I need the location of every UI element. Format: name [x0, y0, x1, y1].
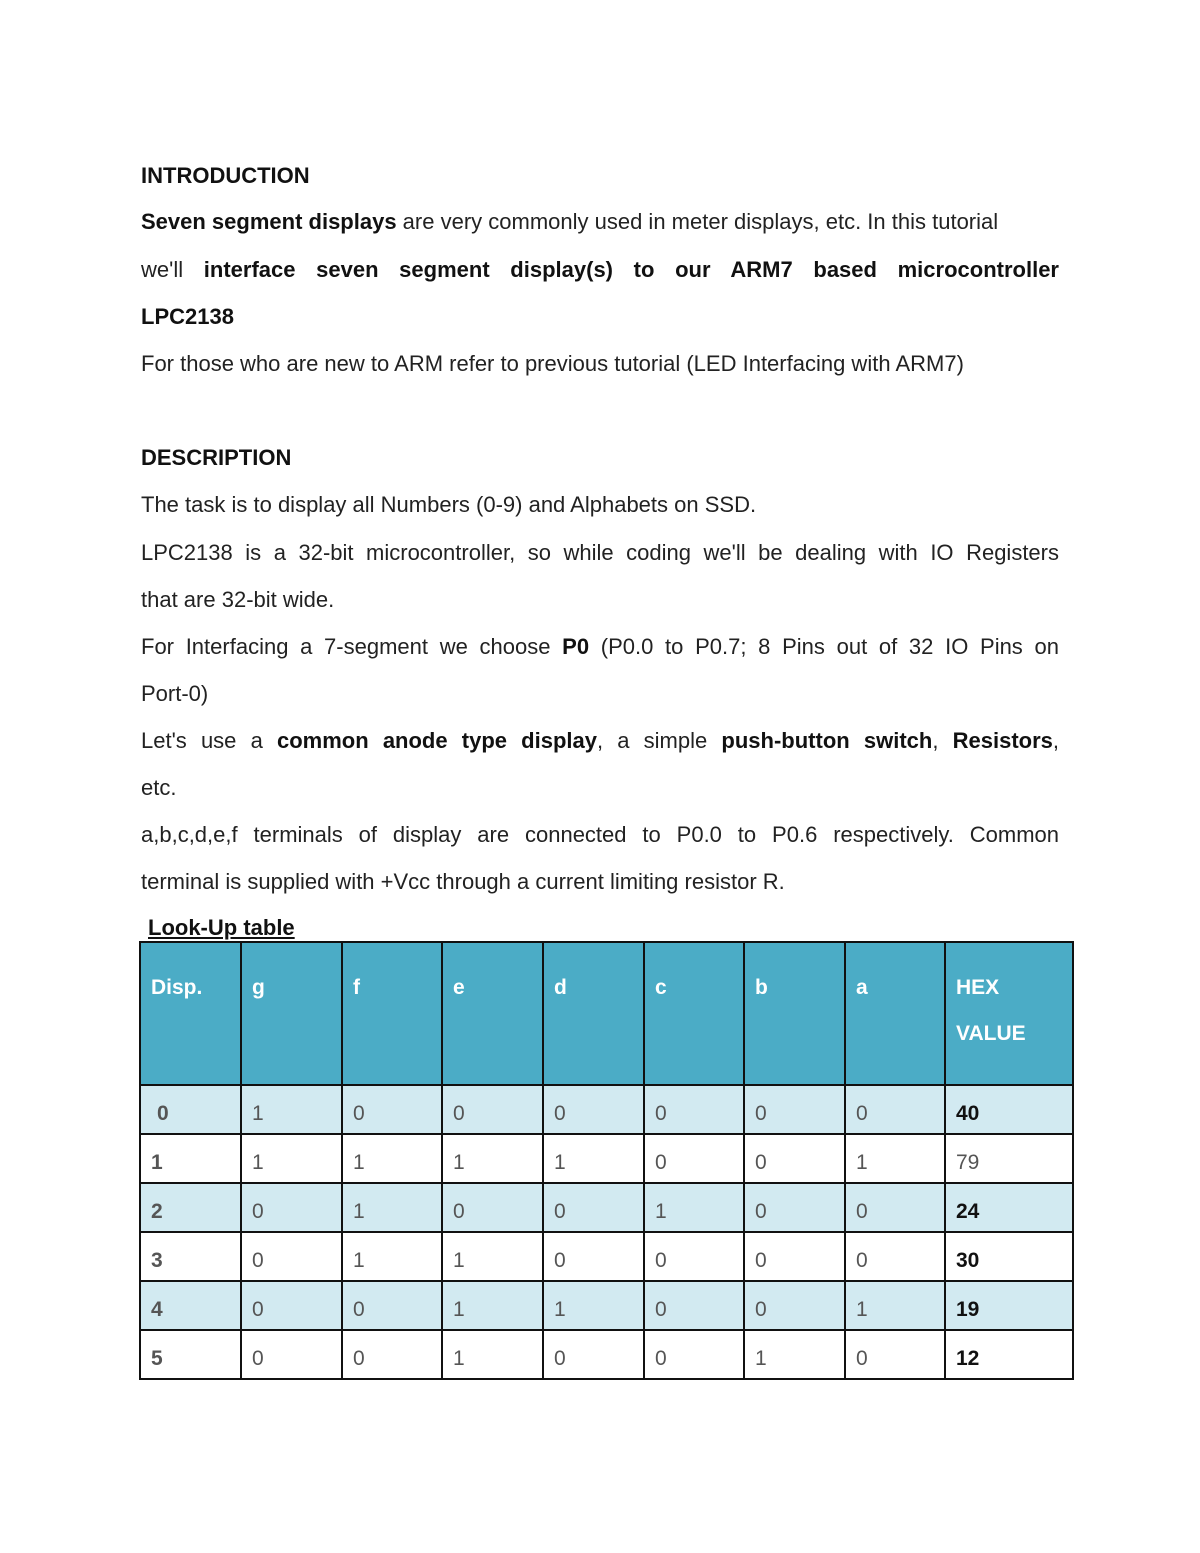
cell-a: 1 [845, 1134, 945, 1183]
desc-text: , [932, 728, 953, 753]
cell-e: 1 [442, 1330, 543, 1379]
header-e: e [442, 942, 543, 1085]
desc-text: For Interfacing a 7-segment we choose [141, 634, 563, 659]
cell-d: 0 [543, 1085, 644, 1134]
description-line-5: Port-0) [141, 681, 209, 706]
cell-b: 0 [744, 1232, 845, 1281]
intro-text: we'll [141, 257, 204, 282]
desc-text: Let's use a [141, 728, 277, 753]
description-line-9: terminal is supplied with +Vcc through a current limiting resistor R. [141, 869, 785, 894]
cell-c: 1 [644, 1183, 744, 1232]
cell-f: 0 [342, 1281, 442, 1330]
cell-a: 0 [845, 1085, 945, 1134]
cell-b: 0 [744, 1134, 845, 1183]
cell-f: 0 [342, 1330, 442, 1379]
intro-heading: INTRODUCTION [141, 163, 310, 188]
cell-c: 0 [644, 1232, 744, 1281]
header-d: d [543, 942, 644, 1085]
cell-e: 1 [442, 1281, 543, 1330]
cell-disp: 3 [140, 1232, 241, 1281]
header-a: a [845, 942, 945, 1085]
intro-text: are very commonly used in meter displays, etc. In this tutorial [396, 209, 999, 234]
cell-disp: 1 [140, 1134, 241, 1183]
cell-c: 0 [644, 1134, 744, 1183]
header-b: b [744, 942, 845, 1085]
table-row [140, 1232, 1073, 1281]
desc-bold-switch: push-button switch [721, 728, 933, 753]
desc-bold-resistors: Resistors [952, 728, 1053, 753]
description-line-3: that are 32-bit wide. [141, 587, 335, 612]
header-c: c [644, 942, 744, 1085]
header-g: g [241, 942, 342, 1085]
cell-a: 0 [845, 1232, 945, 1281]
intro-bold-phrase: interface seven segment display(s) to our ARM7 based microcontroller [203, 257, 1059, 282]
cell-disp: 5 [140, 1330, 241, 1379]
table-row [140, 1281, 1073, 1330]
cell-b: 0 [744, 1183, 845, 1232]
cell-hex: 19 [945, 1281, 1073, 1330]
cell-e: 0 [442, 1085, 543, 1134]
intro-bold-term: Seven segment displays [141, 209, 397, 234]
cell-hex: 24 [945, 1183, 1073, 1232]
header-disp: Disp. [140, 942, 241, 1085]
cell-g: 1 [241, 1085, 342, 1134]
header-f: f [342, 942, 442, 1085]
cell-e: 0 [442, 1183, 543, 1232]
desc-text: , a simple [596, 728, 722, 753]
cell-f: 1 [342, 1134, 442, 1183]
description-line-7: etc. [141, 775, 177, 800]
cell-g: 1 [241, 1134, 342, 1183]
cell-hex: 79 [945, 1134, 1073, 1183]
cell-a: 1 [845, 1281, 945, 1330]
cell-c: 0 [644, 1085, 744, 1134]
header-hex: HEX VALUE [945, 942, 1073, 1085]
description-line-6 [141, 727, 1059, 755]
cell-b: 1 [744, 1330, 845, 1379]
description-heading: DESCRIPTION [141, 445, 292, 470]
cell-e: 1 [442, 1232, 543, 1281]
description-line-1: The task is to display all Numbers (0-9) and Alphabets on SSD. [141, 492, 757, 517]
cell-g: 0 [241, 1232, 342, 1281]
table-header-row [140, 942, 1073, 1085]
cell-a: 0 [845, 1330, 945, 1379]
cell-d: 0 [543, 1232, 644, 1281]
table-row [140, 1330, 1073, 1379]
description-line-8: a,b,c,d,e,f terminals of display are connected to P0.0 to P0.6 respectively. Common [141, 822, 1059, 847]
cell-e: 1 [442, 1134, 543, 1183]
lookup-table-title: Look-Up table [148, 915, 295, 940]
cell-disp: 2 [140, 1183, 241, 1232]
cell-f: 1 [342, 1183, 442, 1232]
cell-g: 0 [241, 1330, 342, 1379]
lookup-table [139, 941, 1074, 1380]
cell-hex: 12 [945, 1330, 1073, 1379]
table-row [140, 1134, 1073, 1183]
intro-line-1 [141, 208, 1059, 236]
desc-bold-display: common anode type display [276, 728, 597, 753]
intro-line-3: LPC2138 [141, 304, 234, 329]
desc-text: (P0.0 to P0.7; 8 Pins out of 32 IO Pins on [589, 634, 1059, 659]
cell-b: 0 [744, 1085, 845, 1134]
cell-c: 0 [644, 1330, 744, 1379]
cell-g: 0 [241, 1281, 342, 1330]
cell-disp: 0 [140, 1085, 241, 1134]
intro-line-4: For those who are new to ARM refer to previous tutorial (LED Interfacing with ARM7) [141, 351, 964, 376]
desc-bold-port: P0 [562, 634, 590, 659]
cell-d: 1 [543, 1281, 644, 1330]
cell-b: 0 [744, 1281, 845, 1330]
cell-hex: 30 [945, 1232, 1073, 1281]
cell-a: 0 [845, 1183, 945, 1232]
intro-line-2 [141, 256, 1059, 284]
cell-d: 0 [543, 1330, 644, 1379]
cell-d: 0 [543, 1183, 644, 1232]
description-line-2: LPC2138 is a 32-bit microcontroller, so while coding we'll be dealing with IO Registers [141, 540, 1059, 565]
cell-c: 0 [644, 1281, 744, 1330]
cell-g: 0 [241, 1183, 342, 1232]
cell-f: 0 [342, 1085, 442, 1134]
table-row [140, 1085, 1073, 1134]
table-row [140, 1183, 1073, 1232]
cell-d: 1 [543, 1134, 644, 1183]
desc-text: , [1052, 728, 1060, 753]
description-line-4 [141, 633, 1059, 661]
cell-disp: 4 [140, 1281, 241, 1330]
cell-f: 1 [342, 1232, 442, 1281]
cell-hex: 40 [945, 1085, 1073, 1134]
